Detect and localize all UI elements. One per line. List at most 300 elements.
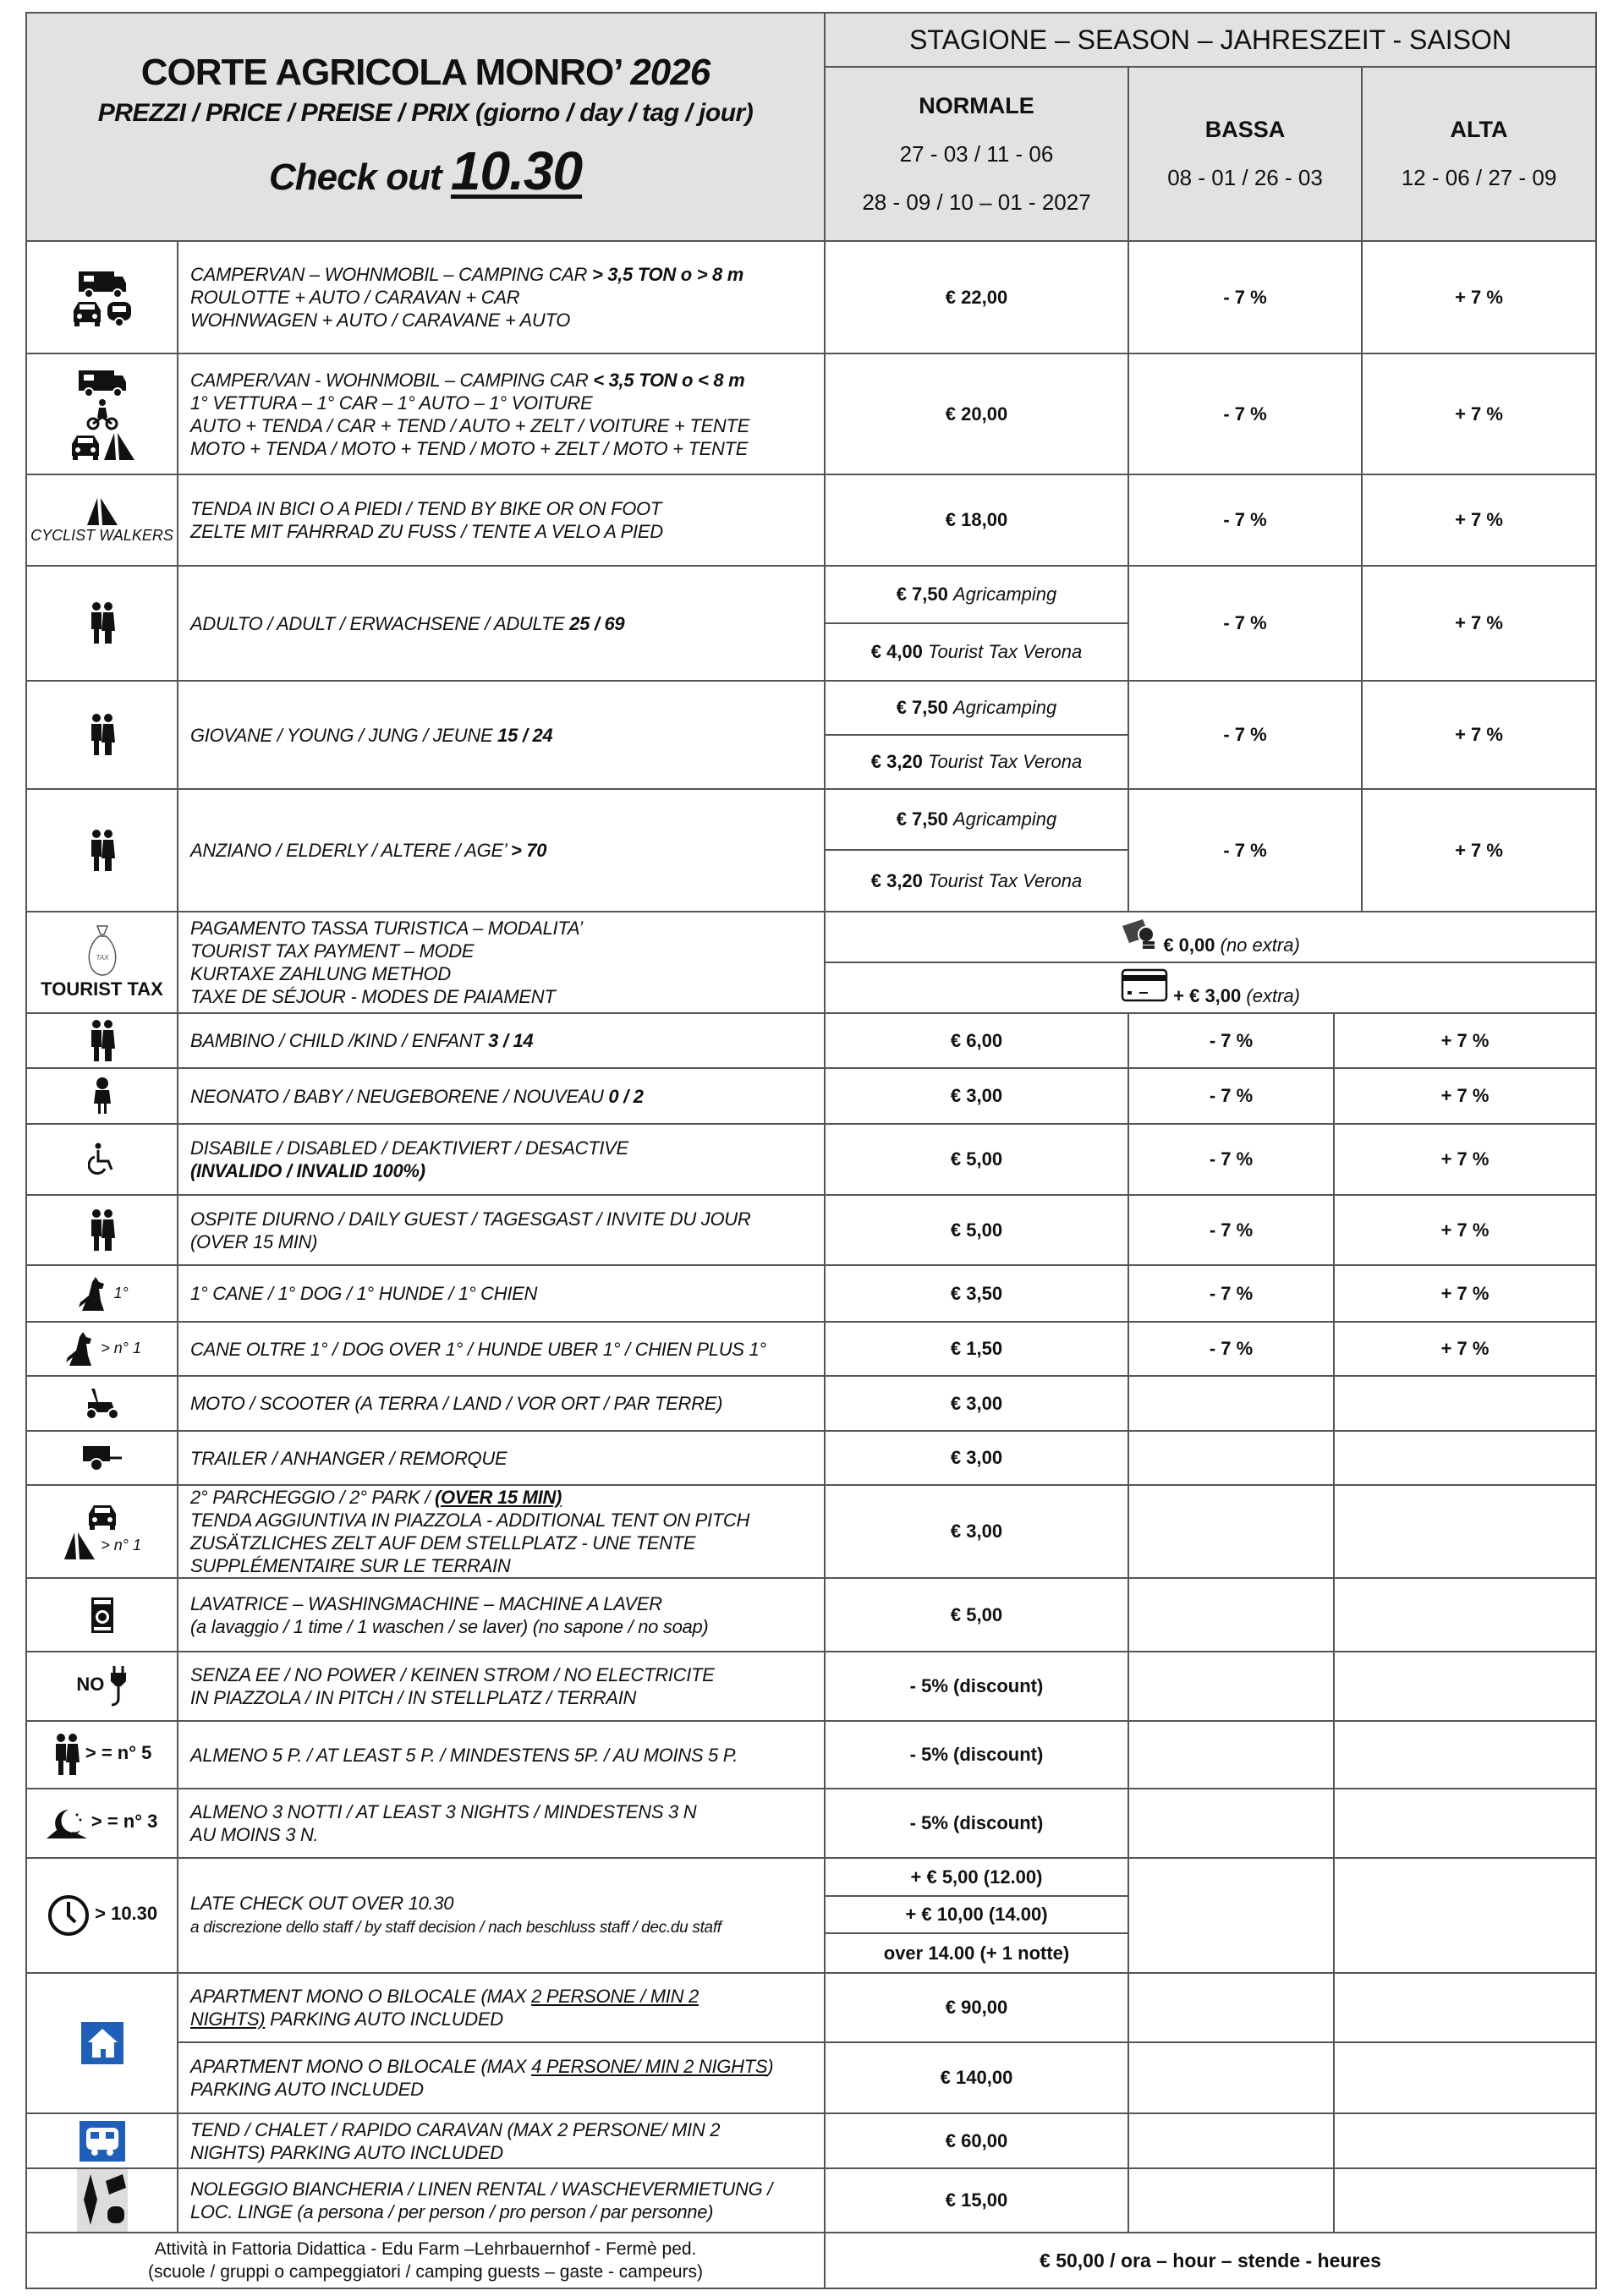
description-line <box>190 839 824 862</box>
description-text: PAGAMENTO TASSA TURISTICA – MODALITA’ <box>190 918 584 939</box>
price-note: Agricamping <box>953 808 1057 830</box>
table-row <box>26 241 1596 353</box>
description-text: 2 PERSONE / MIN 2 <box>531 1986 699 2007</box>
description-line <box>190 1800 824 1823</box>
description-text: ) <box>767 2056 774 2077</box>
normale-price: € 1,50 <box>825 1322 1128 1376</box>
description-text: WOHNWAGEN + AUTO / CARAVANE + AUTO <box>190 310 571 331</box>
description-text: TAXE DE SÉJOUR - MODES DE PAIAMENT <box>190 986 556 1007</box>
bassa-cell: - 7 % <box>1128 474 1362 566</box>
description-text: PARKING AUTO INCLUDED <box>190 2079 424 2100</box>
normale-price: € 60,00 <box>825 2113 1128 2168</box>
description-text: PARKING AUTO INCLUDED <box>265 2008 503 2030</box>
tax-bag-icon <box>85 942 119 960</box>
table-row <box>26 1578 1596 1652</box>
price-amount: € 7,50 <box>896 808 948 830</box>
table-row <box>26 1013 1596 1068</box>
item-icons <box>26 1013 178 1068</box>
description-text: MOTO / SCOOTER (A TERRA / LAND / VOR ORT / PAR TERRE) <box>190 1393 723 1414</box>
alta-cell <box>1334 1652 1596 1721</box>
price-amount: € 0,00 <box>1163 934 1215 956</box>
people-icon <box>52 1745 81 1763</box>
description-text: > 3,5 TON o > 8 m <box>591 264 744 285</box>
campsite-name: CORTE AGRICOLA MONRO’ <box>140 52 622 93</box>
trailer-icon <box>81 1449 123 1466</box>
season-dates: 12 - 06 / 27 - 09 <box>1401 165 1557 190</box>
item-description <box>178 1068 825 1124</box>
description-text: MOTO + TENDA / MOTO + TEND / MOTO + ZELT / MOTO + TENTE <box>190 437 749 459</box>
linen-icon <box>77 2191 128 2209</box>
alta-cell: + 7 % <box>1334 1068 1596 1124</box>
alta-cell <box>1334 1376 1596 1431</box>
alta-cell: + 7 % <box>1334 1013 1596 1068</box>
tent-icon <box>85 502 119 520</box>
description-text: (OVER 15 MIN) <box>434 1487 562 1508</box>
price-cell <box>825 789 1128 850</box>
item-description <box>178 1789 825 1858</box>
bassa-cell: - 7 % <box>1128 1013 1334 1068</box>
bassa-cell <box>1128 1652 1334 1721</box>
item-description <box>178 2042 825 2113</box>
description-text: NIGHTS) PARKING AUTO INCLUDED <box>190 2141 503 2163</box>
bassa-cell: - 7 % <box>1128 1322 1334 1376</box>
price-amount: € 3,20 <box>870 751 923 772</box>
description-line <box>190 1230 824 1253</box>
table-row <box>26 2168 1596 2233</box>
item-icons <box>26 1124 178 1195</box>
description-text: TENDA IN BICI O A PIEDI / TEND BY BIKE OR ON FOOT <box>190 498 661 519</box>
description-line <box>190 263 824 286</box>
table-row <box>26 1195 1596 1265</box>
item-description <box>178 1124 825 1195</box>
description-text: NOLEGGIO BIANCHERIA / LINEN RENTAL / WASCHEVERMIETUNG / <box>190 2178 773 2200</box>
table-row <box>26 1265 1596 1322</box>
description-text: TENDA AGGIUNTIVA IN PIAZZOLA - ADDITIONAL TENT ON PITCH <box>190 1510 750 1531</box>
alta-cell: + 7 % <box>1362 789 1596 912</box>
table-row <box>26 566 1596 623</box>
item-icons <box>26 789 178 912</box>
scooter-icon <box>83 1395 122 1412</box>
item-icons <box>26 1431 178 1485</box>
description-line <box>190 1338 824 1361</box>
moon-icon <box>47 1814 87 1832</box>
item-description <box>178 1973 825 2042</box>
icon-label: > = n° 5 <box>85 1742 152 1764</box>
table-row <box>26 1322 1596 1376</box>
table-row <box>26 1376 1596 1431</box>
season-dates: 08 - 01 / 26 - 03 <box>1167 165 1323 190</box>
season-bassa <box>1128 67 1362 241</box>
camper-van-icon <box>77 274 128 292</box>
description-line <box>190 1686 824 1709</box>
description-text: ALMENO 5 P. / AT LEAST 5 P. / MINDESTENS 5P. / AU MOINS 5 P. <box>190 1744 738 1766</box>
edu-farm-price: € 50,00 / ora – hour – stende - heures <box>825 2233 1596 2288</box>
description-text: (a lavaggio / 1 time / 1 waschen / se laver) (no sapone / no soap) <box>190 1615 709 1637</box>
wheelchair-icon <box>88 1150 117 1168</box>
description-text: > 70 <box>511 840 547 861</box>
item-icons <box>26 1578 178 1652</box>
item-description <box>178 1652 825 1721</box>
price-cell <box>825 566 1128 623</box>
description-text: LATE CHECK OUT OVER 10.30 <box>190 1893 454 1914</box>
item-description <box>178 566 825 681</box>
alta-cell: + 7 % <box>1362 353 1596 474</box>
item-icons <box>26 1376 178 1431</box>
item-description <box>178 2113 825 2168</box>
description-text: SUPPLÉMENTAIRE SUR LE TERRAIN <box>190 1555 511 1576</box>
price-amount: € 7,50 <box>896 584 948 605</box>
description-text: 4 PERSONE/ MIN 2 NIGHTS <box>531 2056 768 2077</box>
bassa-cell <box>1128 2168 1334 2233</box>
people-icon <box>88 1032 117 1049</box>
price-subtitle: PREZZI / PRICE / PREISE / PRIX (giorno / day / tag / jour) <box>97 99 754 127</box>
alta-cell <box>1334 1789 1596 1858</box>
alta-cell <box>1334 1721 1596 1789</box>
cash-coins-icon <box>1121 934 1158 956</box>
description-text: IN PIAZZOLA / IN PITCH / IN STELLPLATZ / TERRAIN <box>190 1687 637 1708</box>
tax-option <box>825 962 1596 1013</box>
table-row <box>26 1789 1596 1858</box>
caravan-icon <box>104 304 134 321</box>
table-row <box>26 1124 1596 1195</box>
icon-label: > n° 1 <box>101 1537 141 1554</box>
alta-cell: + 7 % <box>1362 241 1596 353</box>
alta-cell: + 7 % <box>1334 1322 1596 1376</box>
normale-price: - 5% (discount) <box>825 1721 1128 1789</box>
normale-price: € 3,00 <box>825 1485 1128 1578</box>
alta-cell: + 7 % <box>1334 1265 1596 1322</box>
bassa-cell <box>1128 1721 1334 1789</box>
description-line <box>190 985 824 1008</box>
description-text: 1° VETTURA – 1° CAR – 1° AUTO – 1° VOITURE <box>190 392 593 414</box>
bassa-cell <box>1128 1973 1334 2042</box>
motorbike-icon <box>85 405 119 423</box>
bassa-cell <box>1128 2042 1334 2113</box>
table-row <box>26 1973 1596 2042</box>
normale-price: € 3,00 <box>825 1376 1128 1431</box>
description-line <box>190 962 824 985</box>
footer-row <box>26 2233 1596 2288</box>
price-cell <box>825 735 1128 789</box>
item-icons <box>26 1068 178 1124</box>
description-text: SENZA EE / NO POWER / KEINEN STROM / NO ELECTRICITE <box>190 1664 715 1685</box>
table-row <box>26 2113 1596 2168</box>
item-description <box>178 789 825 912</box>
description-text: GIOVANE / YOUNG / JUNG / JEUNE <box>190 724 498 746</box>
description-line <box>190 520 824 543</box>
description-line <box>190 2078 824 2101</box>
price-cell <box>825 850 1128 912</box>
description-text: APARTMENT MONO O BILOCALE (MAX <box>190 1986 532 2007</box>
description-text: LOC. LINGE (a persona / per person / pro person / par personne) <box>190 2201 714 2222</box>
description-line <box>190 497 824 520</box>
item-description <box>178 353 825 474</box>
item-icons <box>26 1858 178 1973</box>
normale-price: € 3,00 <box>825 1431 1128 1485</box>
people-icon <box>88 614 117 632</box>
table-row <box>26 2042 1596 2113</box>
description-text: NEONATO / BABY / NEUGEBORENE / NOUVEAU <box>190 1085 609 1107</box>
item-description <box>178 1485 825 1578</box>
normale-price: € 5,00 <box>825 1124 1128 1195</box>
description-text: 15 / 24 <box>497 724 553 746</box>
people-icon <box>88 726 117 743</box>
car-icon <box>85 1507 119 1525</box>
table-row <box>26 1068 1596 1124</box>
description-text: 3 / 14 <box>488 1030 534 1051</box>
description-text: CAMPER/VAN - WOHNMOBIL – CAMPING CAR <box>190 369 594 391</box>
bassa-cell: - 7 % <box>1128 1124 1334 1195</box>
dog-icon <box>63 1340 96 1357</box>
bassa-cell: - 7 % <box>1128 353 1362 474</box>
description-line <box>190 1486 824 1509</box>
description-line <box>190 437 824 460</box>
late-checkout-price: over 14.00 (+ 1 notte) <box>825 1933 1128 1973</box>
item-icons <box>26 474 178 566</box>
dog-icon <box>75 1285 109 1302</box>
description-line <box>190 1985 824 2008</box>
description-line <box>190 724 824 747</box>
normale-price: € 6,00 <box>825 1013 1128 1068</box>
description-text: (INVALIDO / INVALID 100%) <box>190 1160 425 1181</box>
late-checkout-price: + € 10,00 (14.00) <box>825 1896 1128 1933</box>
normale-price: € 3,50 <box>825 1265 1128 1322</box>
description-line <box>190 1085 824 1108</box>
item-description <box>178 1431 825 1485</box>
description-line <box>190 1823 824 1846</box>
price-cell <box>825 681 1128 735</box>
alta-cell: + 7 % <box>1362 681 1596 789</box>
normale-price: € 15,00 <box>825 2168 1128 2233</box>
item-icons <box>26 2113 178 2168</box>
description-text: NIGHTS) <box>190 2008 266 2030</box>
price-note: Tourist Tax Verona <box>928 751 1083 772</box>
price-note: (extra) <box>1246 985 1300 1006</box>
description-text: LAVATRICE – WASHINGMACHINE – MACHINE A LAVER <box>190 1592 662 1614</box>
alta-cell <box>1334 1858 1596 1973</box>
description-text: APARTMENT MONO O BILOCALE (MAX <box>190 2056 532 2077</box>
description-line <box>190 1392 824 1415</box>
season-alta <box>1362 67 1596 241</box>
table-row <box>26 1652 1596 1721</box>
alta-cell <box>1334 2042 1596 2113</box>
item-icons <box>26 1973 178 2113</box>
item-icons <box>26 681 178 789</box>
item-description <box>178 241 825 353</box>
bassa-cell <box>1128 1485 1334 1578</box>
description-text: BAMBINO / CHILD /KIND / ENFANT <box>190 1030 489 1051</box>
description-text: TRAILER / ANHANGER / REMORQUE <box>190 1447 508 1469</box>
item-description <box>178 681 825 789</box>
price-amount: € 3,20 <box>870 869 923 891</box>
description-line <box>190 1509 824 1532</box>
description-line <box>190 392 824 414</box>
description-line <box>190 1554 824 1577</box>
bassa-cell: - 7 % <box>1128 789 1362 912</box>
description-text: AU MOINS 3 N. <box>190 1824 319 1845</box>
description-text: 0 / 2 <box>608 1085 644 1107</box>
bassa-cell: - 7 % <box>1128 1265 1334 1322</box>
alta-cell: + 7 % <box>1334 1195 1596 1265</box>
icon-label: > = n° 3 <box>91 1811 158 1833</box>
season-dates: 28 - 09 / 10 – 01 - 2027 <box>862 189 1091 215</box>
description-line <box>190 2141 824 2164</box>
alta-cell <box>1334 1431 1596 1485</box>
description-text: TEND / CHALET / RAPIDO CARAVAN (MAX 2 PERSONE/ MIN 2 <box>190 2118 721 2140</box>
season-name: BASSA <box>1204 117 1286 142</box>
description-line <box>190 309 824 332</box>
description-text: AUTO + TENDA / CAR + TEND / AUTO + ZELT / VOITURE + TENTE <box>190 414 749 436</box>
season-normale <box>825 67 1128 241</box>
normale-price: € 5,00 <box>825 1578 1128 1652</box>
tent-icon <box>63 1537 96 1554</box>
item-icons <box>26 241 178 353</box>
bassa-cell <box>1128 2113 1334 2168</box>
icon-label: 1° <box>113 1284 129 1301</box>
description-text: ADULTO / ADULT / ERWACHSENE / ADULTE <box>190 612 570 634</box>
bassa-cell: - 7 % <box>1128 566 1362 681</box>
item-description <box>178 912 825 1013</box>
description-line <box>190 2055 824 2078</box>
description-line <box>190 612 824 635</box>
item-description <box>178 1858 825 1973</box>
price-note: Tourist Tax Verona <box>928 641 1083 662</box>
price-amount: + € 3,00 <box>1173 985 1242 1006</box>
description-text: < 3,5 TON o < 8 m <box>593 369 745 391</box>
car-icon <box>70 304 104 321</box>
table-row <box>26 1431 1596 1485</box>
bassa-cell: - 7 % <box>1128 681 1362 789</box>
title-block <box>26 13 825 241</box>
description-line <box>190 1892 824 1915</box>
item-description <box>178 1195 825 1265</box>
item-icons <box>26 1265 178 1322</box>
table-row <box>26 681 1596 735</box>
checkout-time: 10.30 <box>450 140 583 201</box>
alta-cell: + 7 % <box>1362 474 1596 566</box>
late-checkout-price: + € 5,00 (12.00) <box>825 1858 1128 1896</box>
description-text: DISABILE / DISABLED / DEAKTIVIERT / DESACTIVE <box>190 1137 628 1159</box>
price-amount: € 4,00 <box>870 641 923 662</box>
bassa-cell <box>1128 1431 1334 1485</box>
car-icon <box>69 437 102 455</box>
description-line <box>190 414 824 437</box>
camper-van-icon <box>77 373 128 391</box>
normale-price: € 5,00 <box>825 1195 1128 1265</box>
description-line <box>190 1592 824 1615</box>
normale-price: € 18,00 <box>825 474 1128 566</box>
item-description <box>178 1013 825 1068</box>
item-description <box>178 2168 825 2233</box>
season-name: ALTA <box>1450 117 1508 142</box>
description-text: 2° PARCHEGGIO / 2° PARK / <box>190 1487 435 1508</box>
description-text: 25 / 69 <box>569 612 625 634</box>
item-icons <box>26 1652 178 1721</box>
table-row <box>26 474 1596 566</box>
washing-machine-icon <box>90 1606 115 1624</box>
table-row <box>26 912 1596 962</box>
alta-cell <box>1334 1973 1596 2042</box>
alta-cell <box>1334 2113 1596 2168</box>
item-description <box>178 1578 825 1652</box>
credit-card-icon <box>1121 985 1168 1006</box>
table-row <box>26 1858 1596 1896</box>
icon-label: > 10.30 <box>95 1903 158 1925</box>
description-line <box>190 1447 824 1470</box>
plug-icon <box>109 1677 128 1695</box>
caravan-blue-icon <box>80 2132 125 2150</box>
footer-line: (scuole / gruppi o campeggiatori / camping guests – gaste - campeurs) <box>148 2262 703 2282</box>
description-line <box>190 1744 824 1767</box>
icon-label: TOURIST TAX <box>41 978 163 1000</box>
description-text: a discrezione dello staff / by staff decision / nach beschluss staff / dec.du staff <box>190 1919 721 1937</box>
item-description <box>178 1376 825 1431</box>
description-line <box>190 1532 824 1554</box>
bassa-cell <box>1128 1578 1334 1652</box>
item-icons <box>26 1789 178 1858</box>
alta-cell <box>1334 2168 1596 2233</box>
description-line <box>190 917 824 940</box>
item-description <box>178 1322 825 1376</box>
description-line <box>190 2178 824 2200</box>
description-text: 1° CANE / 1° DOG / 1° HUNDE / 1° CHIEN <box>190 1283 538 1304</box>
price-amount: € 7,50 <box>896 697 948 718</box>
item-description <box>178 1721 825 1789</box>
description-line <box>190 940 824 962</box>
icon-label: > n° 1 <box>101 1340 141 1357</box>
item-icons <box>26 1195 178 1265</box>
description-text: TOURIST TAX PAYMENT – MODE <box>190 940 475 962</box>
description-text: ZELTE MIT FAHRRAD ZU FUSS / TENTE A VELO A PIED <box>190 521 663 542</box>
tax-option <box>825 912 1596 962</box>
clock-icon <box>47 1906 91 1924</box>
bassa-cell: - 7 % <box>1128 241 1362 353</box>
description-line <box>190 1029 824 1052</box>
price-table <box>25 12 1597 2289</box>
item-icons <box>26 1485 178 1578</box>
description-text: KURTAXE ZAHLUNG METHOD <box>190 963 451 984</box>
normale-price: € 3,00 <box>825 1068 1128 1124</box>
table-row <box>26 353 1596 474</box>
description-text: CANE OLTRE 1° / DOG OVER 1° / HUNDE UBER 1° / CHIEN PLUS 1° <box>190 1338 766 1360</box>
description-text: ALMENO 3 NOTTI / AT LEAST 3 NIGHTS / MINDESTENS 3 N <box>190 1801 697 1822</box>
house-icon <box>81 2034 123 2052</box>
table-row <box>26 1485 1596 1578</box>
normale-price: - 5% (discount) <box>825 1789 1128 1858</box>
normale-price: € 22,00 <box>825 241 1128 353</box>
tent-icon <box>102 437 136 455</box>
description-line <box>190 1915 824 1939</box>
item-icons <box>26 1322 178 1376</box>
season-name: NORMALE <box>919 92 1034 118</box>
baby-icon <box>92 1087 112 1104</box>
table-row <box>26 789 1596 850</box>
alta-cell: + 7 % <box>1362 566 1596 681</box>
description-text: CAMPERVAN – WOHNMOBIL – CAMPING CAR <box>190 264 592 285</box>
description-line <box>190 1159 824 1182</box>
description-line <box>190 2118 824 2141</box>
price-note: Tourist Tax Verona <box>928 869 1083 891</box>
item-icons <box>26 2168 178 2233</box>
item-icons <box>26 353 178 474</box>
svg-text:TAX: TAX <box>96 954 108 962</box>
item-icons <box>26 1721 178 1789</box>
description-text: ZUSÄTZLICHES ZELT AUF DEM STELLPLATZ - UNE TENTE <box>190 1532 696 1553</box>
price-cell <box>825 623 1128 681</box>
normale-price: - 5% (discount) <box>825 1652 1128 1721</box>
bassa-cell: - 7 % <box>1128 1068 1334 1124</box>
edu-farm-description <box>26 2233 825 2288</box>
